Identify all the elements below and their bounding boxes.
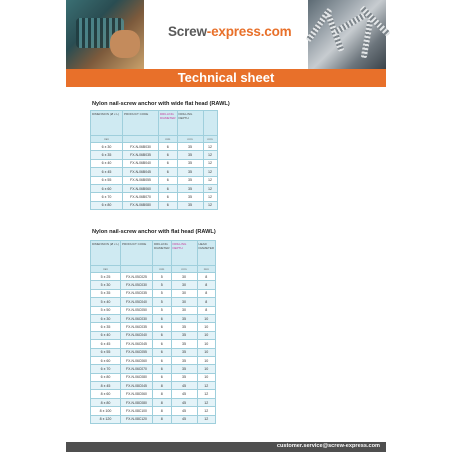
header-drilling-depth: DRILLING DEPTH [171,241,197,266]
table-cell: 6 [159,193,178,201]
header-product-code: PRODUCT CODE [123,111,159,136]
table-cell: FX-N-08C100 [121,407,153,415]
table-cell: 6 x 55 [91,176,123,184]
table-cell: 6 [153,373,172,381]
table-cell: 12 [203,159,217,167]
table-cell: 12 [197,382,216,390]
table-cell: 5 [153,298,172,306]
table-row [91,306,216,314]
table-cell: 10 [197,373,216,381]
brand-logo [168,24,291,39]
table-cell: FX-N-05C025 [121,273,153,281]
unit-cell: mm [153,266,172,273]
table-row [91,143,218,151]
table-cell: FX-N-08C080 [121,398,153,406]
page-title: Technical sheet [177,70,275,85]
table-cell: FX-N-08C120 [121,415,153,423]
brand-screw: Screw [168,24,207,39]
table-cell: 6 x 55 [91,348,121,356]
table-cell: 6 [153,356,172,364]
table-cell: 6 x 60 [91,356,121,364]
header-blank [203,111,217,136]
table-cell: FX-N-06B055 [123,176,159,184]
table-row [91,159,218,167]
table-row [91,373,216,381]
table-row [91,151,218,159]
table-row [91,331,216,339]
table-cell: 12 [203,193,217,201]
table-cell: 6 x 40 [91,159,123,167]
table-row [91,168,218,176]
table-row [91,407,216,415]
table-cell: 6 [159,201,178,209]
table-cell: 6 [153,331,172,339]
table-cell: FX-N-06B040 [123,159,159,167]
table-cell: 10 [197,356,216,364]
table-cell: 6 x 35 [91,323,121,331]
table-cell: 5 [153,289,172,297]
table-cell: FX-N-06C060 [121,356,153,364]
table-cell: FX-N-08C060 [121,390,153,398]
table-cell: 6 x 45 [91,168,123,176]
table-cell: FX-N-06C030 [121,314,153,322]
screws-photo [308,0,386,69]
table-cell: 35 [177,168,203,176]
table-cell: 8 [153,415,172,423]
table-row [91,314,216,322]
table-cell: FX-N-05C030 [121,281,153,289]
table-cell: 5 x 30 [91,281,121,289]
section-title: Nylon nail-screw anchor with flat head (RAWL) [92,229,216,235]
table-cell: 12 [197,398,216,406]
brand-express: -express.com [206,24,292,39]
footer-bar [66,442,386,452]
table-cell: 35 [171,331,197,339]
table-row [91,398,216,406]
unit-cell [121,266,153,273]
table-cell: 8 [153,398,172,406]
table-cell: 35 [177,184,203,192]
header-dimension: DIMENSION (Ø x L) [91,111,123,136]
table-cell: 8 [197,306,216,314]
table-row [91,193,218,201]
table-cell: 10 [197,331,216,339]
table-cell: FX-N-06C080 [121,373,153,381]
table-row [91,323,216,331]
table-cell: 8 [197,289,216,297]
table-cell: 6 x 35 [91,151,123,159]
table-row [91,390,216,398]
table-cell: FX-N-06C040 [121,331,153,339]
header-drilling-diameter: DRILLING DIAMETER [153,241,172,266]
table-row [91,273,216,281]
table-cell: 8 x 80 [91,398,121,406]
table-cell: 6 x 45 [91,340,121,348]
table-row [91,176,218,184]
table-cell: 8 [197,281,216,289]
table-cell: 6 x 30 [91,143,123,151]
table-row [91,415,216,423]
table-row [91,382,216,390]
spec-table-flat-head [90,240,216,424]
table-cell: 6 [153,314,172,322]
unit-cell: mm [203,136,217,143]
table-cell: 5 [153,281,172,289]
table-cell: 30 [171,298,197,306]
table-cell: 35 [171,365,197,373]
unit-cell: mm [91,266,121,273]
table-cell: 45 [171,390,197,398]
header-product-code: PRODUCT CODE [121,241,153,266]
table-cell: 6 x 80 [91,201,123,209]
table-cell: 6 [159,159,178,167]
table-cell: 10 [197,314,216,322]
table-cell: 35 [177,201,203,209]
unit-cell: mm [91,136,123,143]
table-cell: FX-N-05C050 [121,306,153,314]
table-cell: 8 [153,390,172,398]
table-cell: 12 [203,151,217,159]
table-cell: FX-N-06C070 [121,365,153,373]
table-cell: 35 [177,176,203,184]
table-cell: 6 [153,323,172,331]
title-banner [66,69,386,87]
table-cell: 10 [197,323,216,331]
table-cell: 12 [203,184,217,192]
table-cell: 30 [171,281,197,289]
table-cell: 5 [153,306,172,314]
table-cell: 6 x 60 [91,184,123,192]
table-cell: FX-N-06B060 [123,184,159,192]
table-cell: 12 [203,168,217,176]
table-cell: FX-N-06C035 [121,323,153,331]
table-row [91,184,218,192]
table-cell: 6 x 70 [91,365,121,373]
unit-cell: mm [171,266,197,273]
table-cell: 8 [153,407,172,415]
table-cell: FX-N-05C040 [121,298,153,306]
table-cell: 12 [197,407,216,415]
table-cell: 35 [177,143,203,151]
table-row [91,289,216,297]
screw-icon [361,20,374,58]
table-row [91,348,216,356]
section-title: Nylon nail-screw anchor with wide flat head (RAWL) [92,101,230,107]
table-cell: 6 [153,348,172,356]
table-row [91,298,216,306]
table-cell: FX-N-06B045 [123,168,159,176]
table-cell: 35 [171,356,197,364]
table-cell: FX-N-06C045 [121,340,153,348]
table-cell: 5 x 25 [91,273,121,281]
table-row [91,365,216,373]
table-cell: 8 x 60 [91,390,121,398]
unit-cell [123,136,159,143]
technical-sheet-page [66,0,386,452]
table-cell: 6 x 30 [91,314,121,322]
table-cell: 5 x 40 [91,298,121,306]
tools-photo [66,0,144,69]
table-cell: 35 [177,151,203,159]
header-drilling-depth: DRILLING DEPTH [177,111,203,136]
table-cell: FX-N-05C035 [121,289,153,297]
table-cell: 35 [171,323,197,331]
table-cell: 30 [171,289,197,297]
table-cell: FX-N-06B035 [123,151,159,159]
table-cell: 5 x 50 [91,306,121,314]
table-cell: 35 [177,159,203,167]
table-cell: 6 x 70 [91,193,123,201]
table-cell: 8 x 120 [91,415,121,423]
table-cell: FX-N-06B080 [123,201,159,209]
table-cell: 12 [203,176,217,184]
table-cell: FX-N-06B030 [123,143,159,151]
unit-cell: mm [197,266,216,273]
table-cell: FX-N-06B070 [123,193,159,201]
table-cell: 8 [197,273,216,281]
table-cell: FX-N-08C045 [121,382,153,390]
contact-email: customer.service@screw-express.com [276,443,380,449]
table-row [91,340,216,348]
table-row [91,356,216,364]
table-cell: 12 [203,143,217,151]
table-cell: 5 [153,273,172,281]
header-drilling-diameter: DRILLING DIAMETER [159,111,178,136]
table-cell: 35 [177,193,203,201]
table-cell: 6 [159,143,178,151]
table-row [91,281,216,289]
table-cell: 35 [171,314,197,322]
table-cell: 10 [197,348,216,356]
table-cell: 6 [153,365,172,373]
table-cell: 45 [171,407,197,415]
spec-table-wide-head [90,110,218,210]
header-head-diameter: HEAD DIAMETER [197,241,216,266]
table-cell: 35 [171,348,197,356]
table-cell: 6 x 80 [91,373,121,381]
table-cell: 10 [197,365,216,373]
table-cell: 45 [171,398,197,406]
unit-cell: mm [159,136,178,143]
table-cell: 6 [153,340,172,348]
table-cell: 45 [171,415,197,423]
table-cell: 12 [203,201,217,209]
table-cell: FX-N-06C055 [121,348,153,356]
table-cell: 6 [159,176,178,184]
table-cell: 10 [197,340,216,348]
table-cell: 12 [197,415,216,423]
table-cell: 6 [159,168,178,176]
table-cell: 6 x 40 [91,331,121,339]
table-cell: 8 [197,298,216,306]
table-cell: 35 [171,340,197,348]
hand-icon [110,30,140,58]
table-cell: 8 [153,382,172,390]
table-cell: 12 [197,390,216,398]
table-cell: 5 x 35 [91,289,121,297]
table-cell: 30 [171,273,197,281]
table-cell: 6 [159,184,178,192]
header-dimension: DIMENSION (Ø x L) [91,241,121,266]
table-cell: 8 x 45 [91,382,121,390]
table-cell: 30 [171,306,197,314]
table-row [91,201,218,209]
unit-cell: mm [177,136,203,143]
table-cell: 35 [171,373,197,381]
table-cell: 8 x 100 [91,407,121,415]
table-cell: 6 [159,151,178,159]
table-cell: 45 [171,382,197,390]
